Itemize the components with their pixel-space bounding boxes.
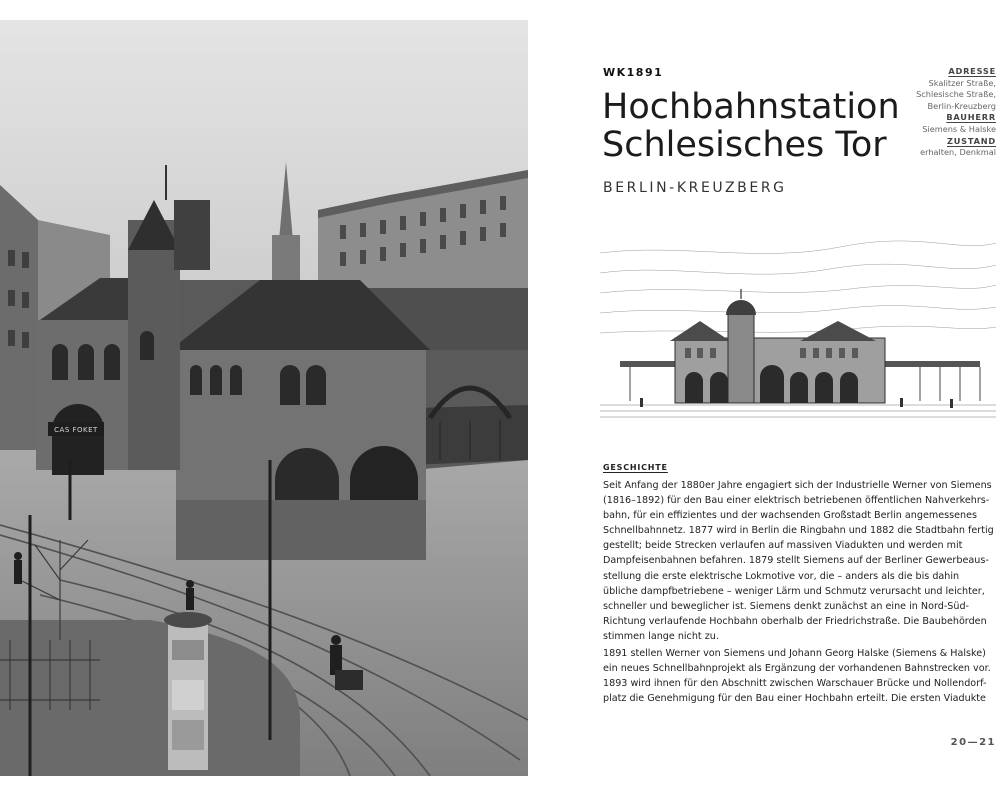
address-line-3: Berlin-Kreuzberg (927, 100, 996, 111)
page-title (602, 88, 900, 164)
history-paragraph-1: Seit Anfang der 1880er Jahre engagiert sich der Industrielle Werner von Siemens (1816–1892) für den Bau einer elektrisch betriebenen öffentlichen Nahverkehrs-bahn, für ein effizientes und der wachsenden Großstadt Berlin angemessenes Schnellbahnnetz. 1877 wird in Berlin die Ringbahn und 1882 die Stadtbahn fertig gestellt; beide Strecken verlaufen auf massiven Viadukten und werden mit Dampfeisenbahnen befahren. 1879 stellt Siemens auf der Berliner Gewerbeaus-stellung die erste elektrische Lokmotive vor, die – anders als die bis dahin übliche dampfbetriebene – weniger Lärm und Schmutz verursacht und leichter, schneller und beweglicher ist. Siemens denkt zunächst an eine in Nord-Süd-Richtung verlaufende Hochbahn oberhalb der Friedrichstraße. Die Baubehörden stimmen lange nicht zu. (603, 480, 994, 642)
engraving-illustration (600, 233, 996, 433)
builder-label: BAUHERR (946, 112, 996, 123)
state-label: ZUSTAND (946, 135, 996, 146)
page-numbers: 20—21 (950, 737, 996, 748)
history-paragraph-2: 1891 stellen Werner von Siemens und Johann Georg Halske (Siemens & Halske) ein neues Schnellbahnprojekt als Ergänzung der vorhandenen Bahnstrecken vor. 1893 wird ihnen für den Abschnitt zwischen Warschauer Brücke und Nollendorf-platz die Genehmigung für den Bau einer Hochbahn erteilt. Die ersten Viadukte (603, 648, 991, 705)
advertising-column (164, 612, 212, 770)
photo-scene (0, 20, 528, 776)
text-page (528, 0, 1000, 800)
metadata-sidebar (896, 66, 996, 159)
historic-station-photo (0, 20, 528, 776)
title-line-2: Schlesisches Tor (602, 125, 887, 165)
title-line-1: Hochbahnstation (602, 87, 900, 127)
address-line-2: Schlesische Straße, (916, 89, 996, 100)
state-value: erhalten, Denkmal (920, 147, 996, 158)
station-engraving (600, 233, 996, 433)
address-line-1: Skalitzer Straße, (928, 77, 996, 88)
section-label-history: GESCHICHTE (603, 463, 668, 472)
page-subtitle: BERLIN-KREUZBERG (603, 180, 787, 196)
entry-code: WK1891 (603, 66, 664, 79)
builder-value: Siemens & Halske (922, 123, 996, 134)
kiosk-sign: CAS FOKET (54, 426, 98, 434)
address-label: ADRESSE (948, 66, 996, 76)
